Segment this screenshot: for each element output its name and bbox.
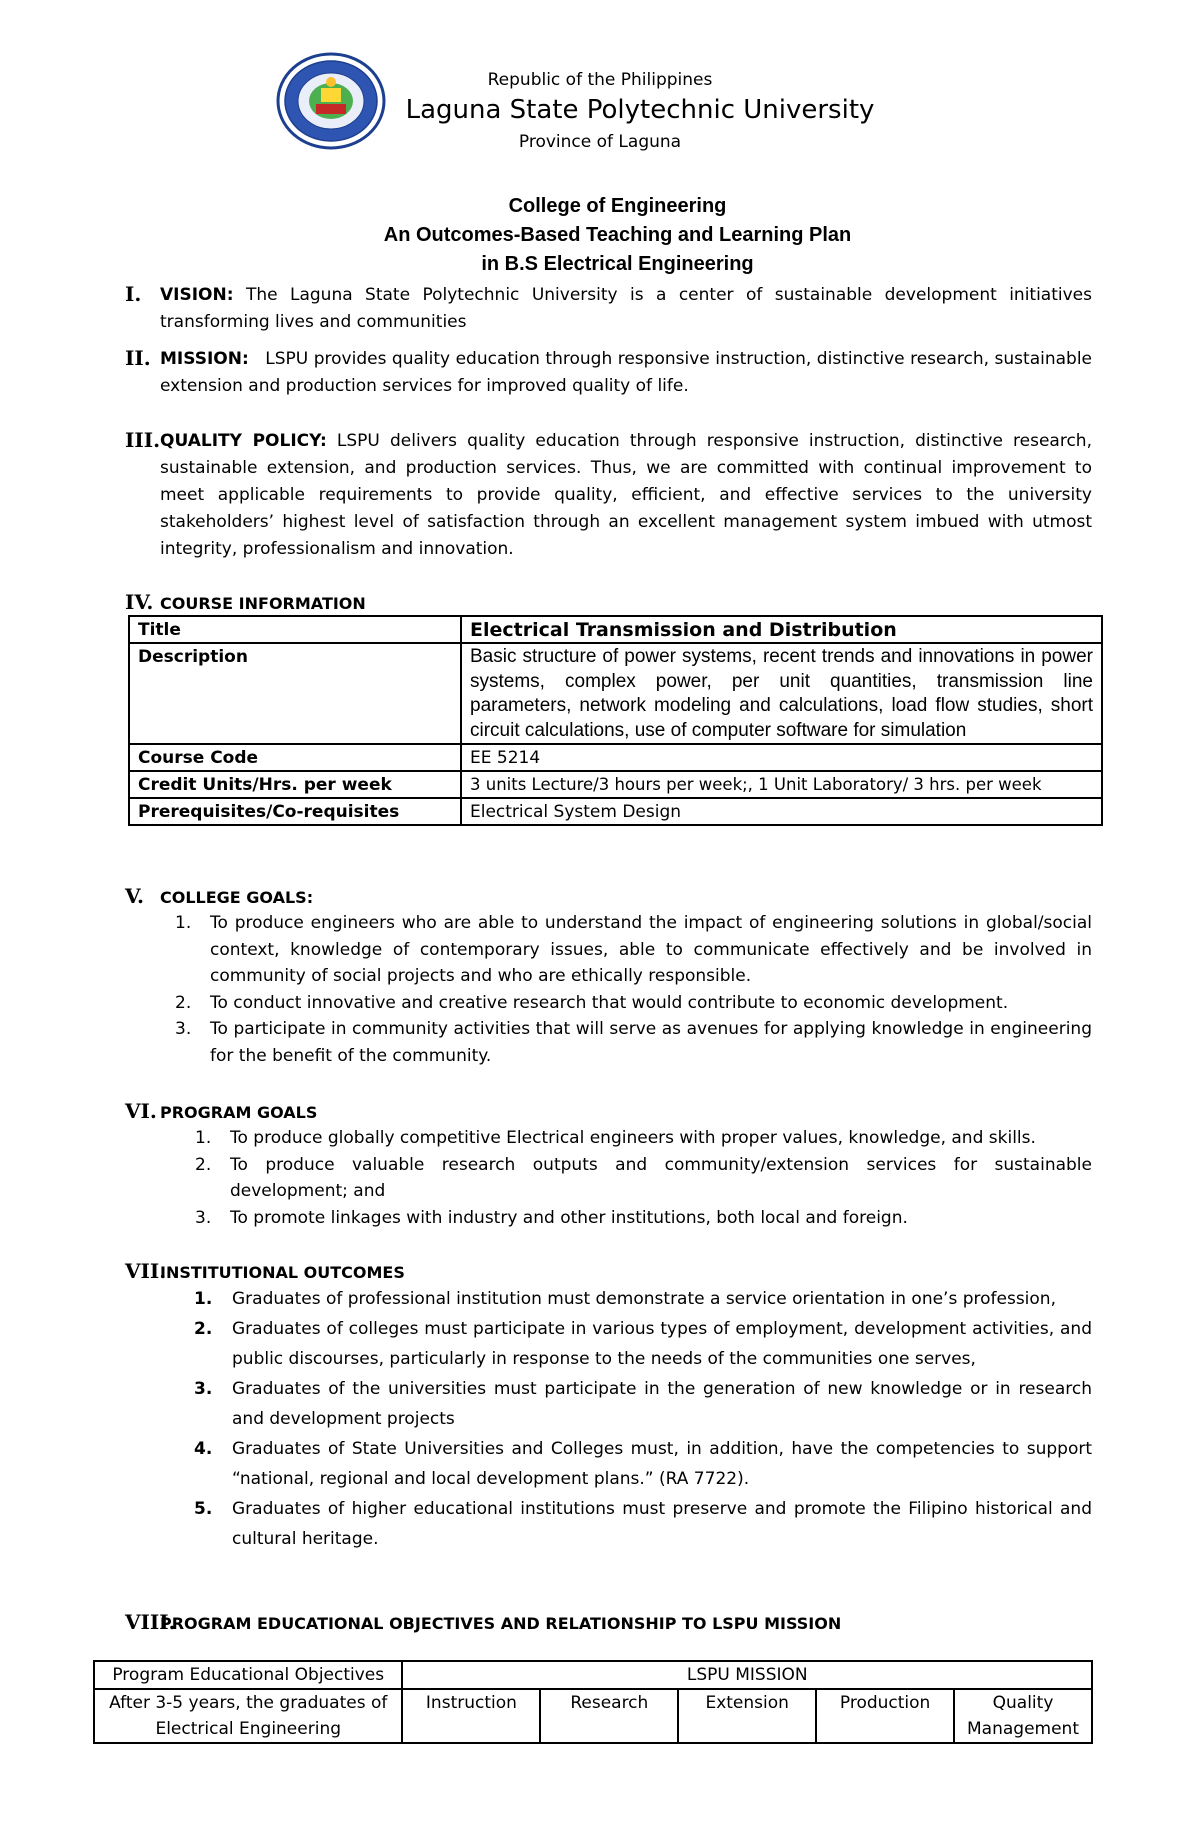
- mission-paragraph: [160, 346, 1092, 400]
- description-value: Basic structure of power systems, recent trends and innovations in power systems, complex power, per unit quantities, transmission line parameters, network modeling and calculations, load flow studies, short circuit calculations, use of computer software for simulation: [461, 643, 1102, 744]
- mission-label: MISSION:: [160, 349, 249, 369]
- list-item: [194, 1314, 1092, 1374]
- table-row: [129, 616, 1102, 643]
- program-goals-numeral: VI.: [125, 1099, 157, 1123]
- vision-text: The Laguna State Polytechnic University is a center of sustainable development initiatives transforming lives and communities: [160, 285, 1092, 332]
- program-title: in B.S Electrical Engineering: [481, 253, 754, 275]
- item-number: 3.: [194, 1379, 213, 1399]
- college-goals-heading: COLLEGE GOALS:: [160, 888, 314, 907]
- vision-numeral: I.: [125, 282, 142, 306]
- course-info-numeral: IV.: [125, 590, 154, 614]
- institutional-outcomes-list: [194, 1284, 1092, 1554]
- item-text: To produce engineers who are able to understand the impact of engineering solutions in global/social context, knowledge of contemporary issues, able to communicate effectively and be involved in community of social projects and who are ethically responsible.: [210, 913, 1092, 986]
- mission-numeral: II.: [125, 346, 151, 370]
- institutional-outcomes-heading: INSTITUTIONAL OUTCOMES: [160, 1263, 405, 1282]
- table-row: [129, 643, 1102, 744]
- item-text: To conduct innovative and creative research that would contribute to economic development.: [210, 992, 1009, 1013]
- item-text: Graduates of the universities must participate in the generation of new knowledge or in research and development projects: [232, 1379, 1092, 1429]
- item-text: Graduates of State Universities and Colleges must, in addition, have the competencies to support “national, regional and local development plans.” (RA 7722).: [232, 1439, 1092, 1489]
- prerequisites-value: Electrical System Design: [461, 798, 1102, 825]
- item-number: 2.: [175, 992, 192, 1013]
- quality-policy-paragraph: [160, 428, 1092, 563]
- list-item: [175, 1016, 1092, 1069]
- mission-col-instruction: Instruction: [402, 1689, 540, 1743]
- republic-text: Republic of the Philippines: [487, 70, 713, 90]
- credit-units-label: Credit Units/Hrs. per week: [129, 771, 461, 798]
- mission-col-extension: Extension: [678, 1689, 816, 1743]
- college-goals-list: [175, 910, 1092, 1069]
- table-row: [129, 771, 1102, 798]
- peo-column-header: Program Educational Objectives: [94, 1661, 402, 1689]
- description-label: Description: [129, 643, 461, 744]
- item-text: Graduates of colleges must participate in various types of employment, development activities, and public discourses, particularly in response to the needs of the communities one serves,: [232, 1319, 1092, 1369]
- course-code-label: Course Code: [129, 744, 461, 771]
- mission-col-research: Research: [540, 1689, 678, 1743]
- peo-table: [93, 1660, 1093, 1744]
- list-item: [194, 1284, 1092, 1314]
- course-title-label: Title: [129, 616, 461, 643]
- item-text: To participate in community activities that will serve as avenues for applying knowledge in engineering for the benefit of the community.: [210, 1019, 1092, 1066]
- list-item: [195, 1152, 1092, 1205]
- prerequisites-label: Prerequisites/Co-requisites: [129, 798, 461, 825]
- table-row: [129, 744, 1102, 771]
- list-item: [195, 1205, 1092, 1232]
- lspu-mission-header: LSPU MISSION: [402, 1661, 1092, 1689]
- college-title: College of Engineering: [508, 195, 727, 217]
- item-number: 1.: [195, 1128, 212, 1148]
- item-number: 3.: [195, 1207, 212, 1228]
- item-text: Graduates of professional institution must demonstrate a service orientation in one’s profession,: [232, 1289, 1056, 1309]
- mission-text: LSPU provides quality education through responsive instruction, distinctive research, sustainable extension and production services for improved quality of life.: [160, 349, 1092, 396]
- quality-policy-text: LSPU delivers quality education through responsive instruction, distinctive research, sustainable extension, and production services. Thus, we are committed with continual improvement to meet applicable requirements to provide quality, efficient, and effective services to the university stakeholders’ highest level of satisfaction through an excellent management system imbued with utmost integrity, professionalism and innovation.: [160, 431, 1092, 559]
- mission-col-quality-management: Quality Management: [954, 1689, 1092, 1743]
- institutional-outcomes-numeral: VII.: [125, 1259, 167, 1283]
- item-text: To produce valuable research outputs and community/extension services for sustainable development; and: [230, 1154, 1092, 1201]
- course-code-value: EE 5214: [461, 744, 1102, 771]
- item-number: 1.: [175, 913, 192, 933]
- college-goals-numeral: V.: [125, 884, 144, 908]
- list-item: [175, 910, 1092, 990]
- list-item: [194, 1374, 1092, 1434]
- quality-policy-label: QUALITY POLICY:: [160, 431, 327, 451]
- table-row: [129, 798, 1102, 825]
- list-item: [175, 990, 1092, 1017]
- vision-label: VISION:: [160, 285, 234, 305]
- item-text: To promote linkages with industry and other institutions, both local and foreign.: [230, 1207, 908, 1228]
- university-name: Laguna State Polytechnic University: [405, 95, 875, 125]
- item-number: 2.: [195, 1154, 212, 1175]
- vision-paragraph: [160, 282, 1092, 336]
- quality-policy-numeral: III.: [125, 428, 161, 452]
- credit-units-value: 3 units Lecture/3 hours per week;, 1 Unit Laboratory/ 3 hrs. per week: [461, 771, 1102, 798]
- peo-numeral: VIII.: [125, 1610, 176, 1634]
- item-number: 2.: [194, 1319, 213, 1339]
- peo-heading: PROGRAM EDUCATIONAL OBJECTIVES AND RELATIONSHIP TO LSPU MISSION: [160, 1614, 842, 1633]
- plan-title: An Outcomes-Based Teaching and Learning Plan: [383, 224, 852, 246]
- item-number: 5.: [194, 1499, 213, 1519]
- item-number: 1.: [194, 1289, 213, 1309]
- list-item: [194, 1434, 1092, 1494]
- course-info-table: [128, 615, 1103, 826]
- program-goals-heading: PROGRAM GOALS: [160, 1103, 318, 1122]
- item-number: 3.: [175, 1019, 192, 1039]
- item-number: 4.: [194, 1439, 213, 1459]
- item-text: Graduates of higher educational institutions must preserve and promote the Filipino historical and cultural heritage.: [232, 1499, 1092, 1549]
- list-item: [194, 1494, 1092, 1554]
- program-goals-list: [195, 1125, 1092, 1231]
- item-text: To produce globally competitive Electrical engineers with proper values, knowledge, and skills.: [230, 1128, 1036, 1148]
- table-row: [94, 1689, 1092, 1743]
- table-row: [94, 1661, 1092, 1689]
- mission-col-production: Production: [816, 1689, 954, 1743]
- list-item: [195, 1125, 1092, 1152]
- province-text: Province of Laguna: [518, 132, 682, 152]
- course-info-heading: COURSE INFORMATION: [160, 594, 366, 613]
- peo-row-label: After 3-5 years, the graduates of Electrical Engineering: [94, 1689, 402, 1743]
- course-title-value: Electrical Transmission and Distribution: [461, 616, 1102, 643]
